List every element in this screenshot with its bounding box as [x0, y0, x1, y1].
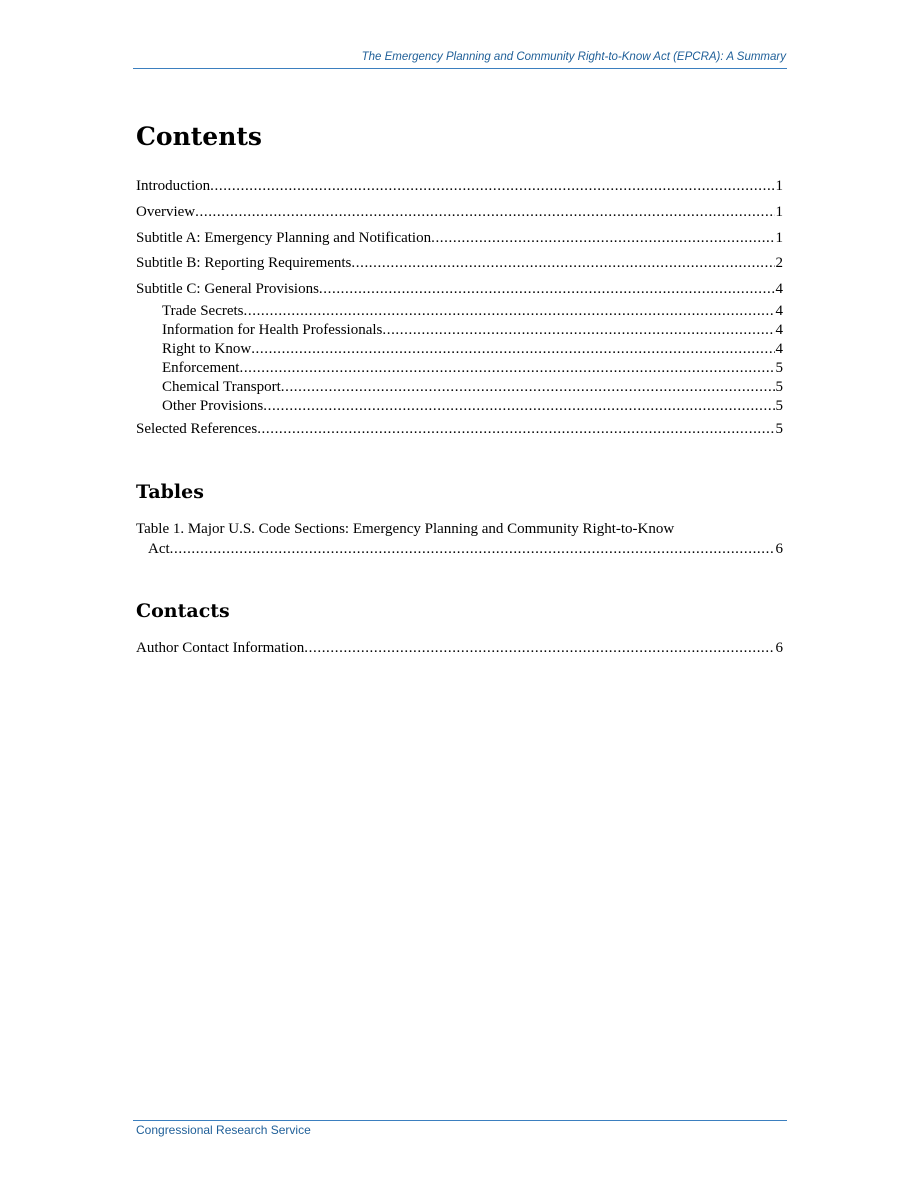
toc-page-number: 4: [775, 281, 783, 297]
toc-entry-title: Chemical Transport: [162, 379, 281, 395]
toc-entry-title: Introduction: [136, 178, 211, 194]
toc-entry-introduction[interactable]: [136, 177, 783, 195]
toc-page-number: 5: [775, 421, 783, 437]
dot-leader: [251, 340, 774, 358]
toc-entry-other-provisions[interactable]: [162, 397, 783, 415]
toc-entry-author-contact[interactable]: [136, 639, 783, 657]
toc-page-number: 5: [775, 360, 783, 376]
toc-entry-subtitle-b[interactable]: [136, 254, 783, 272]
toc-entry-title: Selected References: [136, 421, 258, 437]
dot-leader: [170, 540, 775, 558]
toc-page-number: 5: [775, 379, 783, 395]
dot-leader: [263, 397, 774, 415]
dot-leader: [244, 302, 775, 320]
dot-leader: [281, 378, 775, 396]
toc-entry-title: Information for Health Professionals: [162, 322, 383, 338]
dot-leader: [351, 254, 774, 272]
toc-entry-overview[interactable]: [136, 203, 783, 221]
toc-entry-selected-references[interactable]: [136, 420, 783, 438]
toc-entry-chemical-transport[interactable]: [162, 378, 783, 396]
toc-entry-title: Overview: [136, 204, 196, 220]
toc-page-number: 4: [775, 322, 783, 338]
contacts-heading: Contacts: [136, 600, 230, 622]
dot-leader: [239, 359, 774, 377]
dot-leader: [210, 177, 774, 195]
header-rule: [133, 68, 787, 69]
toc-page-number: 6: [775, 640, 783, 656]
toc-entry-table-1-line1[interactable]: Table 1. Major U.S. Code Sections: Emergency Planning and Community Right-to-Know: [136, 521, 675, 537]
toc-page-number: 2: [775, 255, 783, 271]
toc-entry-enforcement[interactable]: [162, 359, 783, 377]
toc-entry-title: Right to Know: [162, 341, 252, 357]
dot-leader: [382, 321, 774, 339]
toc-entry-subtitle-a[interactable]: [136, 229, 783, 247]
toc-page-number: 1: [775, 178, 783, 194]
toc-entry-title: Other Provisions: [162, 398, 264, 414]
dot-leader: [304, 639, 774, 657]
toc-entry-title: Subtitle A: Emergency Planning and Notification: [136, 230, 432, 246]
toc-entry-health-professionals[interactable]: [162, 321, 783, 339]
dot-leader: [195, 203, 774, 221]
toc-entry-title: Subtitle B: Reporting Requirements: [136, 255, 352, 271]
toc-entry-title: Subtitle C: General Provisions: [136, 281, 319, 297]
dot-leader: [257, 420, 774, 438]
toc-page-number: 4: [775, 303, 783, 319]
toc-entry-right-to-know[interactable]: [162, 340, 783, 358]
toc-entry-trade-secrets[interactable]: [162, 302, 783, 320]
dot-leader: [319, 280, 775, 298]
toc-page-number: 6: [775, 541, 783, 557]
toc-page-number: 4: [775, 341, 783, 357]
footer-publisher: Congressional Research Service: [136, 1123, 311, 1137]
running-header: The Emergency Planning and Community Right-to-Know Act (EPCRA): A Summary: [361, 51, 786, 63]
toc-page-number: 1: [775, 230, 783, 246]
toc-entry-subtitle-c[interactable]: [136, 280, 783, 298]
toc-entry-table-1[interactable]: [148, 540, 783, 558]
toc-page-number: 1: [775, 204, 783, 220]
toc-entry-title: Author Contact Information: [136, 640, 305, 656]
footer-rule: [133, 1120, 787, 1121]
toc-entry-title: Act: [148, 541, 170, 557]
toc-entry-title: Trade Secrets: [162, 303, 244, 319]
toc-page-number: 5: [775, 398, 783, 414]
toc-entry-title: Enforcement: [162, 360, 240, 376]
contents-heading: Contents: [136, 122, 263, 151]
tables-heading: Tables: [136, 481, 204, 503]
dot-leader: [431, 229, 774, 247]
